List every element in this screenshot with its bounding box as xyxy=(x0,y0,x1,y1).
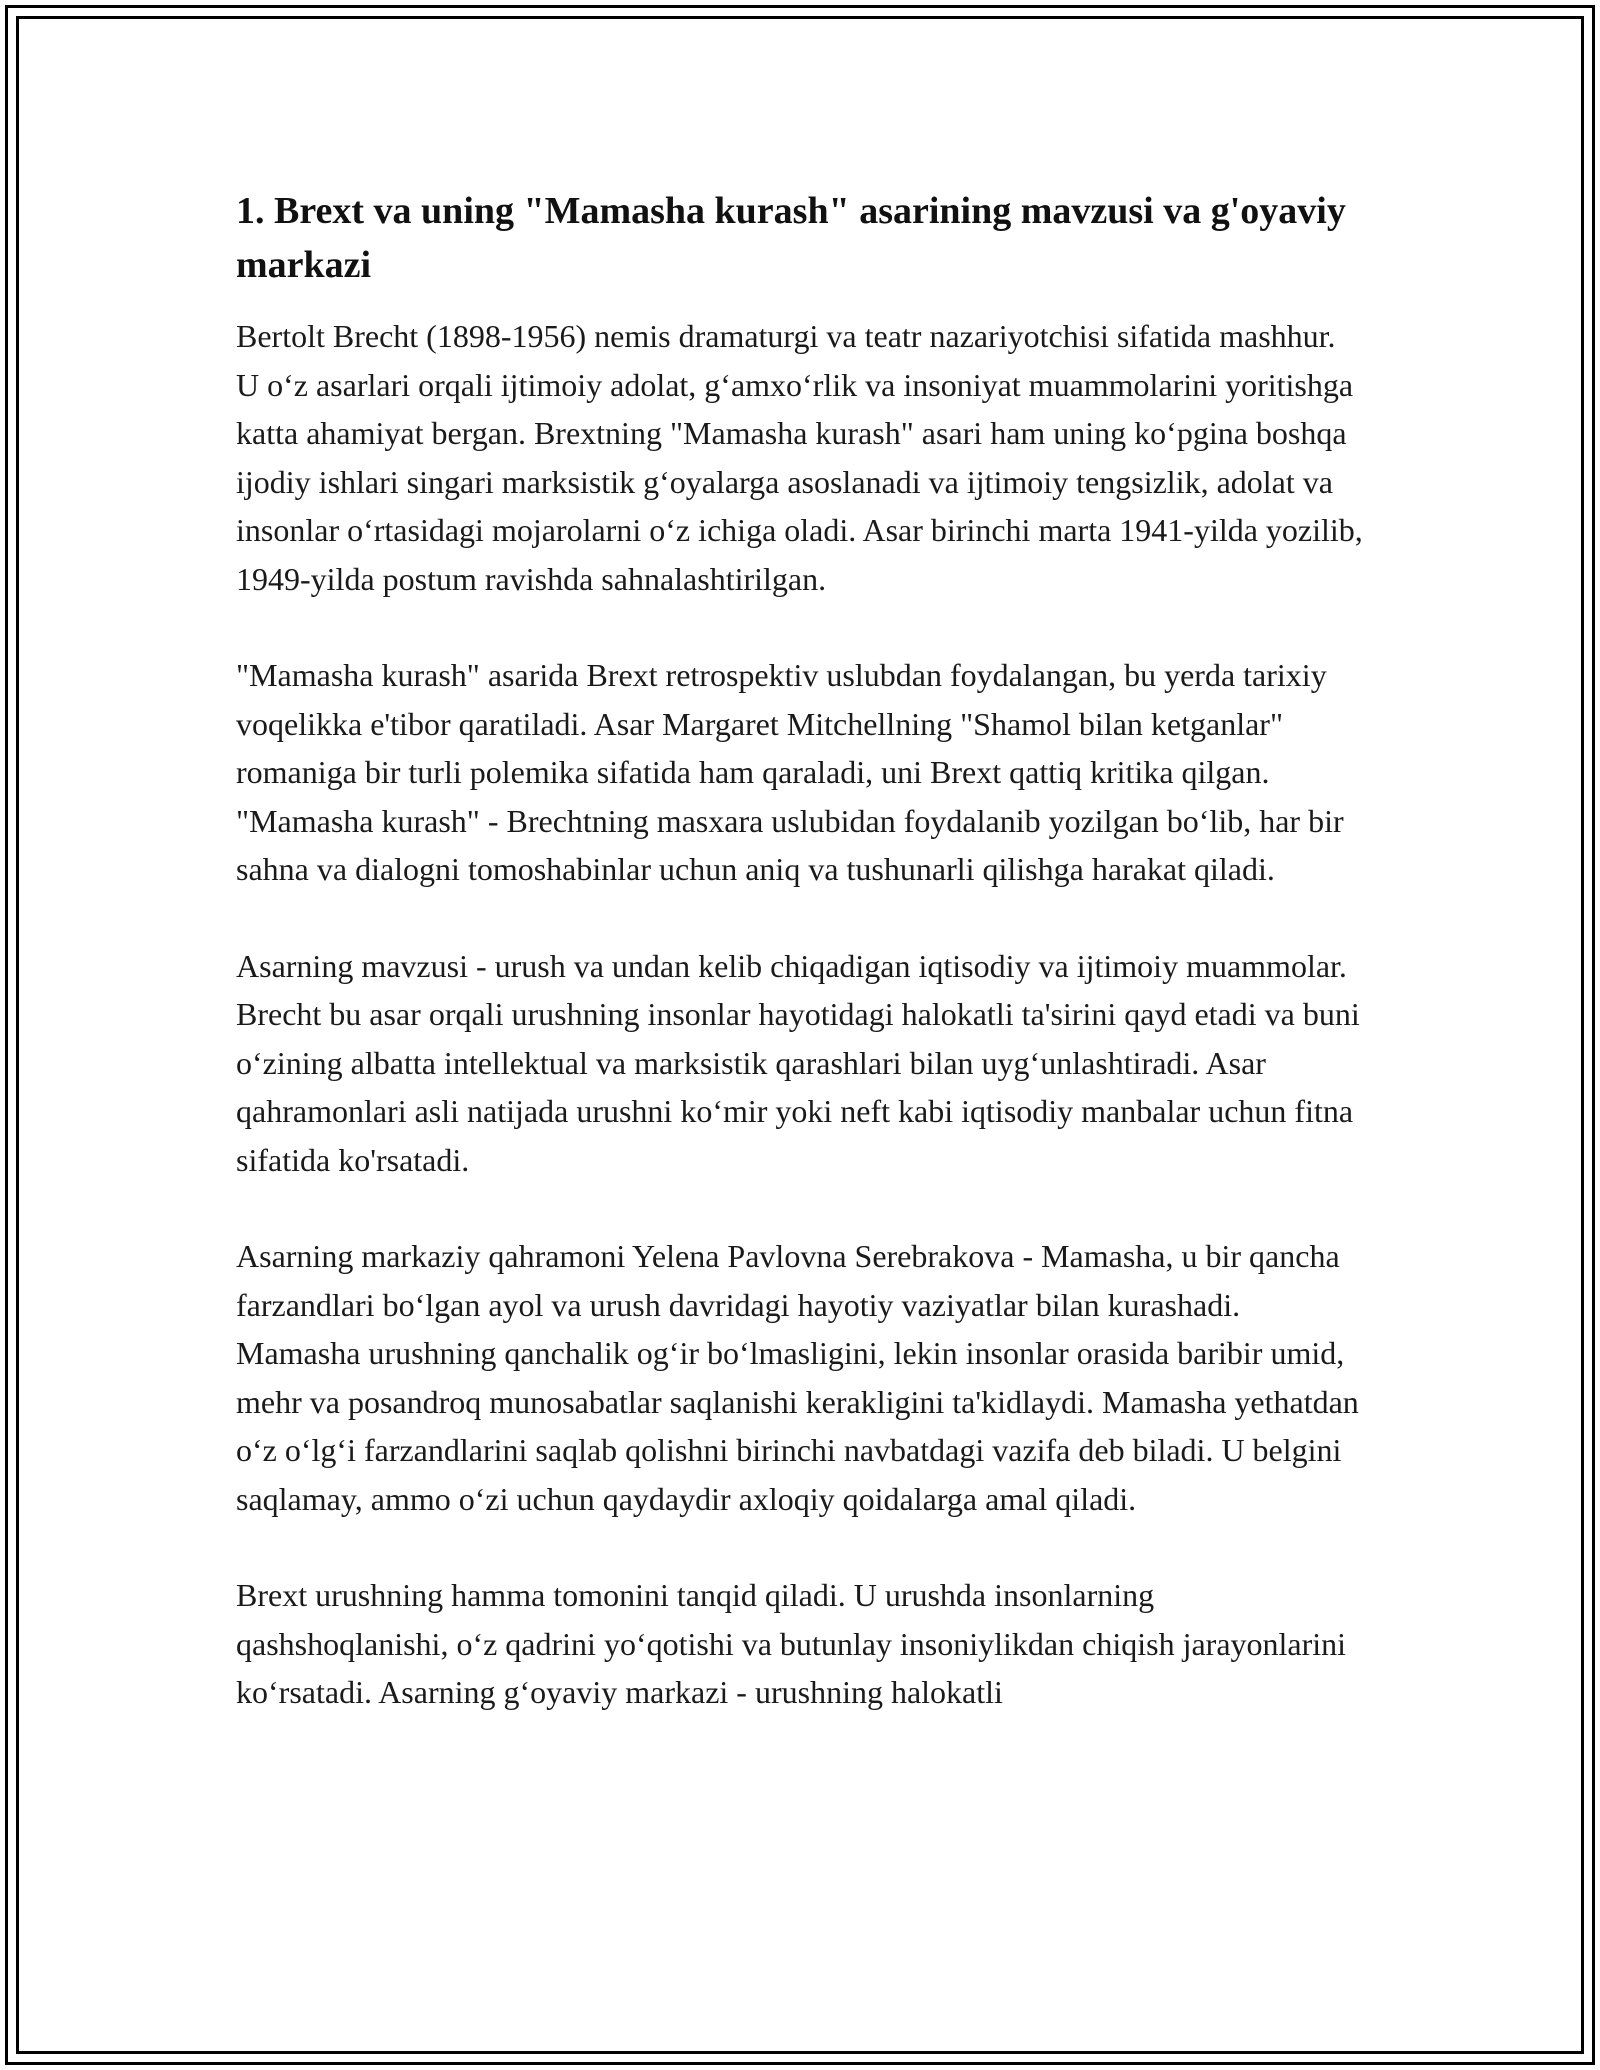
paragraph-theme: Asarning mavzusi - urush va undan kelib chiqadigan iqtisodiy va ijtimoiy muammolar. Brecht bu asar orqali urushning insonlar hayotidagi halokatli ta'sirini qayd etadi va buni o‘zining albatta intellektual va marksistik qarashlari bilan uyg‘unlashtiradi. Asar qahramonlari asli natijada urushni ko‘mir yoki neft kabi iqtisodiy manbalar uchun fitna sifatida ko'rsatadi. xyxy=(236,947,1360,1178)
paragraph-intro: Bertolt Brecht (1898-1956) nemis dramaturgi va teatr nazariyotchisi sifatida mashhur. U o‘z asarlari orqali ijtimoiy adolat, g‘amxo‘rlik va insoniyat muammolarini yoritishga katta ahamiyat bergan. Brextning "Mamasha kurash" asari ham uning ko‘pgina boshqa ijodiy ishlari singari marksistik g‘oyalarga asoslanadi va ijtimoiy tengsizlik, adolat va insonlar o‘rtasidagi mojarolarni o‘z ichiga oladi. Asar birinchi marta 1941-yilda yozilib, 1949-yilda postum ravishda sahnalashtirilgan. xyxy=(236,318,1363,597)
section-heading: 1. Brext va uning "Mamasha kurash" asarining mavzusi va g'oyaviy markazi xyxy=(236,190,1346,286)
paragraph-protagonist: Asarning markaziy qahramoni Yelena Pavlovna Serebrakova - Mamasha, u bir qancha farzandlari bo‘lgan ayol va urush davridagi hayotiy vaziyatlar bilan kurashadi. Mamasha urushning qanchalik og‘ir bo‘lmasligini, lekin insonlar orasida baribir umid, mehr va posandroq munosabatlar saqlanishi kerakligini ta'kidlaydi. Mamasha yethatdan o‘z o‘lg‘i farzandlarini saqlab qolishni birinchi navbatdagi vazifa deb biladi. U belgini saqlamay, ammo o‘zi uchun qaydaydir axloqiy qoidalarga amal qiladi. xyxy=(236,1238,1359,1517)
paragraph-style: "Mamasha kurash" asarida Brext retrospektiv uslubdan foydalangan, bu yerda tarixiy voqelikka e'tibor qaratiladi. Asar Margaret Mitchellning "Shamol bilan ketganlar" romaniga bir turli polemika sifatida ham qaraladi, uni Brext qattiq kritika qilgan. "Mamasha kurash" - Brechtning masxara uslubidan foydalanib yozilgan bo‘lib, har bir sahna va dialogni tomoshabinlar uchun aniq va tushunarli qilishga harakat qiladi. xyxy=(236,657,1344,887)
paragraph-critique: Brext urushning hamma tomonini tanqid qiladi. U urushda insonlarning qashshoqlanishi, o‘z qadrini yo‘qotishi va butunlay insoniylikdan chiqish jarayonlarini ko‘rsatadi. Asarning g‘oyaviy markazi - urushning halokatli xyxy=(236,1577,1347,1710)
document-body xyxy=(236,184,1366,1765)
